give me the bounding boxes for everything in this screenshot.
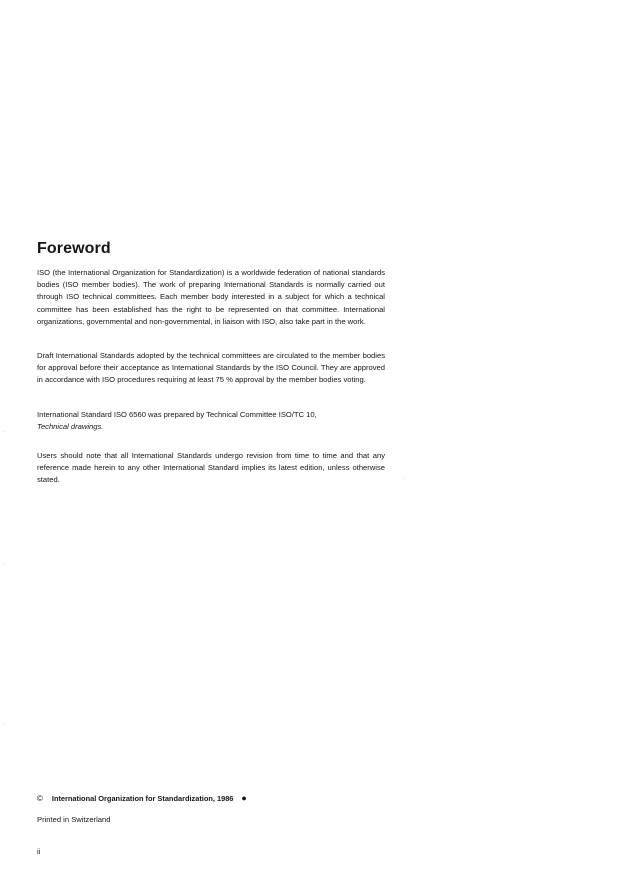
page-number: ii (37, 847, 41, 856)
scan-speck (4, 723, 5, 724)
scan-speck (404, 478, 405, 479)
committee-title: Technical drawings. (37, 422, 104, 432)
foreword-paragraph-1: ISO (the International Organization for Standardization) is a worldwide federation of national standards bodies (ISO member bodies). The work of preparing International Standards is normally carried out through ISO technical committees. Each member body interested in a subject for which a technical committee has been established has the right to be represented on that committee. International organizations, governmental and non-governmental, in liaison with ISO, also take part in the work. (37, 268, 385, 326)
copyright-text: International Organization for Standardization, 1986 (51, 793, 234, 803)
scan-speck (4, 564, 5, 565)
foreword-paragraph-2: Draft International Standards adopted by the technical committees are circulated to the member bodies for approval before their acceptance as International Standards by the ISO Council. They are approved in accordance with ISO procedures requiring at least 75 % approval by the member bodies voting. (37, 351, 385, 385)
copyright-line (37, 793, 247, 803)
copyright-icon: © (37, 793, 43, 803)
scan-speck (4, 431, 5, 432)
prepared-by-paragraph (37, 409, 385, 433)
printed-in-label: Printed in Switzerland (37, 815, 111, 824)
foreword-paragraph-4: Users should note that all International Standards undergo revision from time to time and that any reference made herein to any other International Standard implies its latest edition, unless otherwise stated. (37, 451, 385, 485)
prepared-by-text: International Standard ISO 6560 was prepared by Technical Committee ISO/TC 10, (37, 410, 317, 419)
bullet-icon: ● (241, 793, 247, 803)
foreword-heading: Foreword (37, 240, 111, 257)
